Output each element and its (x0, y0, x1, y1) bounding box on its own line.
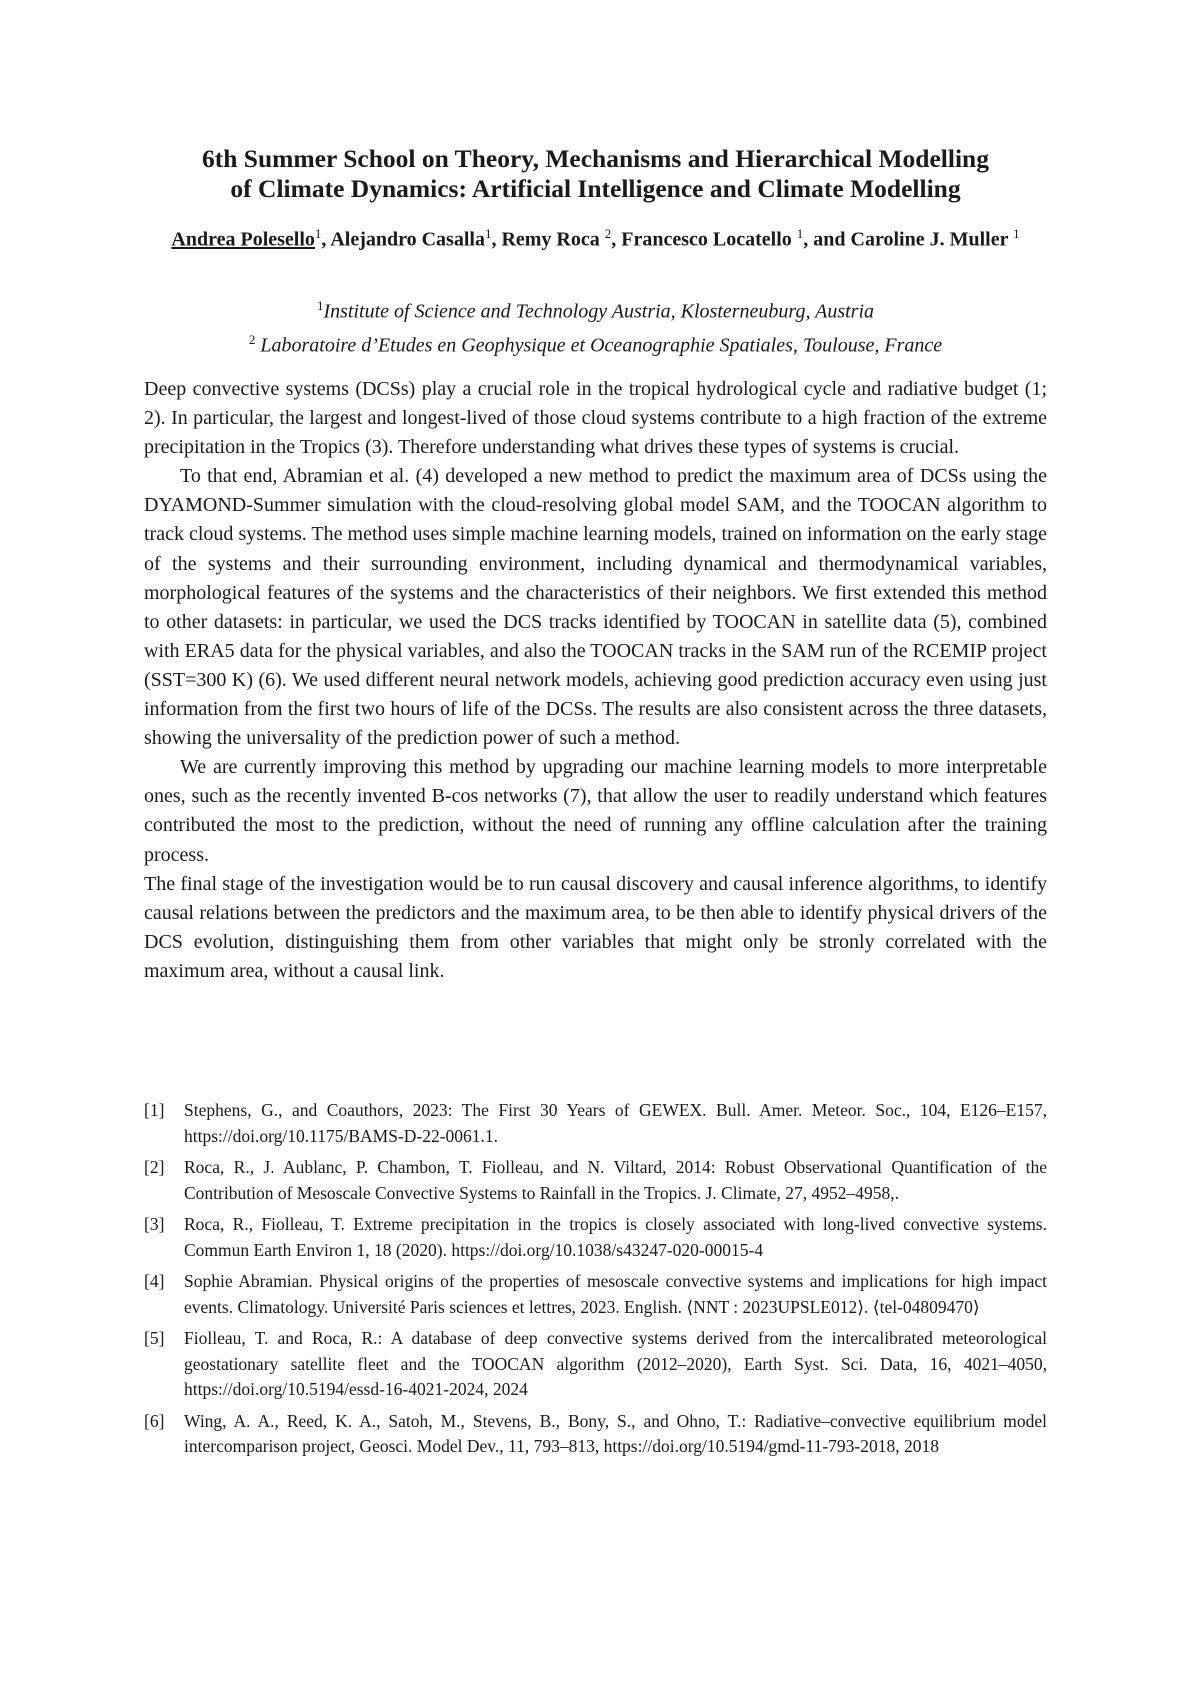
reference-label: [3] (144, 1214, 165, 1234)
author-list (130, 220, 1061, 254)
abstract-body (144, 375, 1047, 986)
author-separator: , (611, 228, 622, 251)
body-paragraph: Deep convective systems (DCSs) play a crucial role in the tropical hydrological cycle and radiative budget (1; 2). In particular, the largest and longest-lived of those cloud systems contribute to a high fraction of the extreme precipitation in the Tropics (3). Therefore understanding what drives these types of systems is crucial. (144, 378, 1047, 459)
author-affiliation-mark: 2 (604, 226, 612, 241)
reference-label: [4] (144, 1271, 165, 1291)
author-name: Francesco Locatello (621, 228, 797, 251)
author-separator: , and (803, 228, 851, 251)
reference-text: Sophie Abramian. Physical origins of the properties of mesoscale convective systems and implications for high impact events. Climatology. Université Paris sciences et lettres, 2023. English. ⟨NNT : 2023UPSLE012⟩. ⟨tel-04809470⟩ (184, 1271, 1047, 1317)
author-name: Andrea Polesello (171, 228, 315, 251)
reference-text: Stephens, G., and Coauthors, 2023: The First 30 Years of GEWEX. Bull. Amer. Meteor. Soc., 104, E126–E157, https://doi.org/10.1175/BAMS-D-22-0061.1. (184, 1100, 1047, 1146)
reference-label: [1] (144, 1100, 165, 1120)
paper-title (100, 144, 1091, 204)
author-name: Caroline J. Muller (850, 228, 1014, 251)
reference-label: [6] (144, 1410, 165, 1431)
author-separator: , (491, 228, 502, 251)
reference-item (144, 1155, 1047, 1206)
affiliation-mark: 1 (316, 298, 324, 313)
reference-label: [2] (144, 1157, 165, 1177)
reference-item (144, 1212, 1047, 1263)
affiliations (100, 292, 1091, 359)
reference-item (144, 1326, 1047, 1403)
author-affiliation-mark: 1 (484, 226, 492, 241)
author-separator: , (321, 228, 331, 251)
reference-item (144, 1269, 1047, 1320)
reference-text: Roca, R., J. Aublanc, P. Chambon, T. Fiolleau, and N. Viltard, 2014: Robust Observational Quantification of the Contribution of Mesoscale Convective Systems to Rainfall in the Tropics. J. Climate, 27, 4952–4958,. (184, 1157, 1047, 1203)
reference-text: Fiolleau, T. and Roca, R.: A database of deep convective systems derived from the intercalibrated meteorological geostationary satellite fleet and the TOOCAN algorithm (2012–2020), Earth Syst. Sci. Data, 16, 4021–4050, https://doi.org/10.5194/essd-16-4021-2024, 2024 (184, 1328, 1047, 1399)
body-paragraph: To that end, Abramian et al. (4) developed a new method to predict the maximum area of DCSs using the DYAMOND-Summer simulation with the cloud-resolving global model SAM, and the TOOCAN algorithm to track cloud systems. The method uses simple machine learning models, trained on information on the early stage of the systems and their surrounding environment, including dynamical and thermodynamical variables, morphological features of the systems and the characteristics of their neighbors. We first extended this method to other datasets: in particular, we used the DCS tracks identified by TOOCAN in satellite data (5), combined with ERA5 data for the physical variables, and also the TOOCAN tracks in the SAM run of the RCEMIP project (SST=300 K) (6). We used different neural network models, achieving good prediction accuracy even using just information from the first two hours of life of the DCSs. The results are also consistent across the three datasets, showing the universality of the prediction power of such a method. (144, 465, 1047, 750)
affiliation-1 (100, 292, 1091, 326)
title-line-1: 6th Summer School on Theory, Mechanisms and Hierarchical Modelling (202, 144, 989, 173)
affiliation-mark: 2 (248, 331, 256, 347)
body-paragraph: We are currently improving this method by upgrading our machine learning models to more interpretable ones, such as the recently invented B-cos networks (7), that allow the user to readily understand which features contributed the most to the prediction, without the need of running any offline calculation after the training process. (144, 756, 1047, 866)
reference-list (144, 1098, 1047, 1466)
reference-item (144, 1098, 1047, 1149)
author-name: Alejandro Casalla (330, 228, 485, 251)
author-affiliation-mark: 1 (1013, 226, 1020, 241)
reference-label: [5] (144, 1328, 165, 1348)
reference-text: Roca, R., Fiolleau, T. Extreme precipitation in the tropics is closely associated with long-lived convective systems. Commun Earth Environ 1, 18 (2020). https://doi.org/10.1038/s43247-020-00015-4 (184, 1214, 1047, 1260)
reference-item (144, 1409, 1047, 1460)
author-affiliation-mark: 1 (796, 226, 804, 241)
affiliation-text: Laboratoire d’Etudes en Geophysique et Oceanographie Spatiales, Toulouse, France (255, 334, 943, 357)
author-affiliation-mark: 1 (314, 226, 322, 241)
body-paragraph: The final stage of the investigation would be to run causal discovery and causal inference algorithms, to identify causal relations between the predictors and the maximum area, to be then able to identify physical drivers of the DCS evolution, distinguishing them from other variables that might only be stronly correlated with the maximum area, without a causal link. (144, 872, 1047, 982)
affiliation-2 (100, 326, 1091, 360)
title-line-2: of Climate Dynamics: Artificial Intelligence and Climate Modelling (230, 174, 961, 203)
reference-text: Wing, A. A., Reed, K. A., Satoh, M., Stevens, B., Bony, S., and Ohno, T.: Radiative–convective equilibrium model intercomparison project, Geosci. Model Dev., 11, 793–813, https://doi.org/10.5194/gmd-11-793-2018, 2018 (184, 1410, 1047, 1456)
affiliation-text: Institute of Science and Technology Austria, Klosterneuburg, Austria (323, 300, 875, 323)
author-name: Remy Roca (501, 228, 605, 251)
